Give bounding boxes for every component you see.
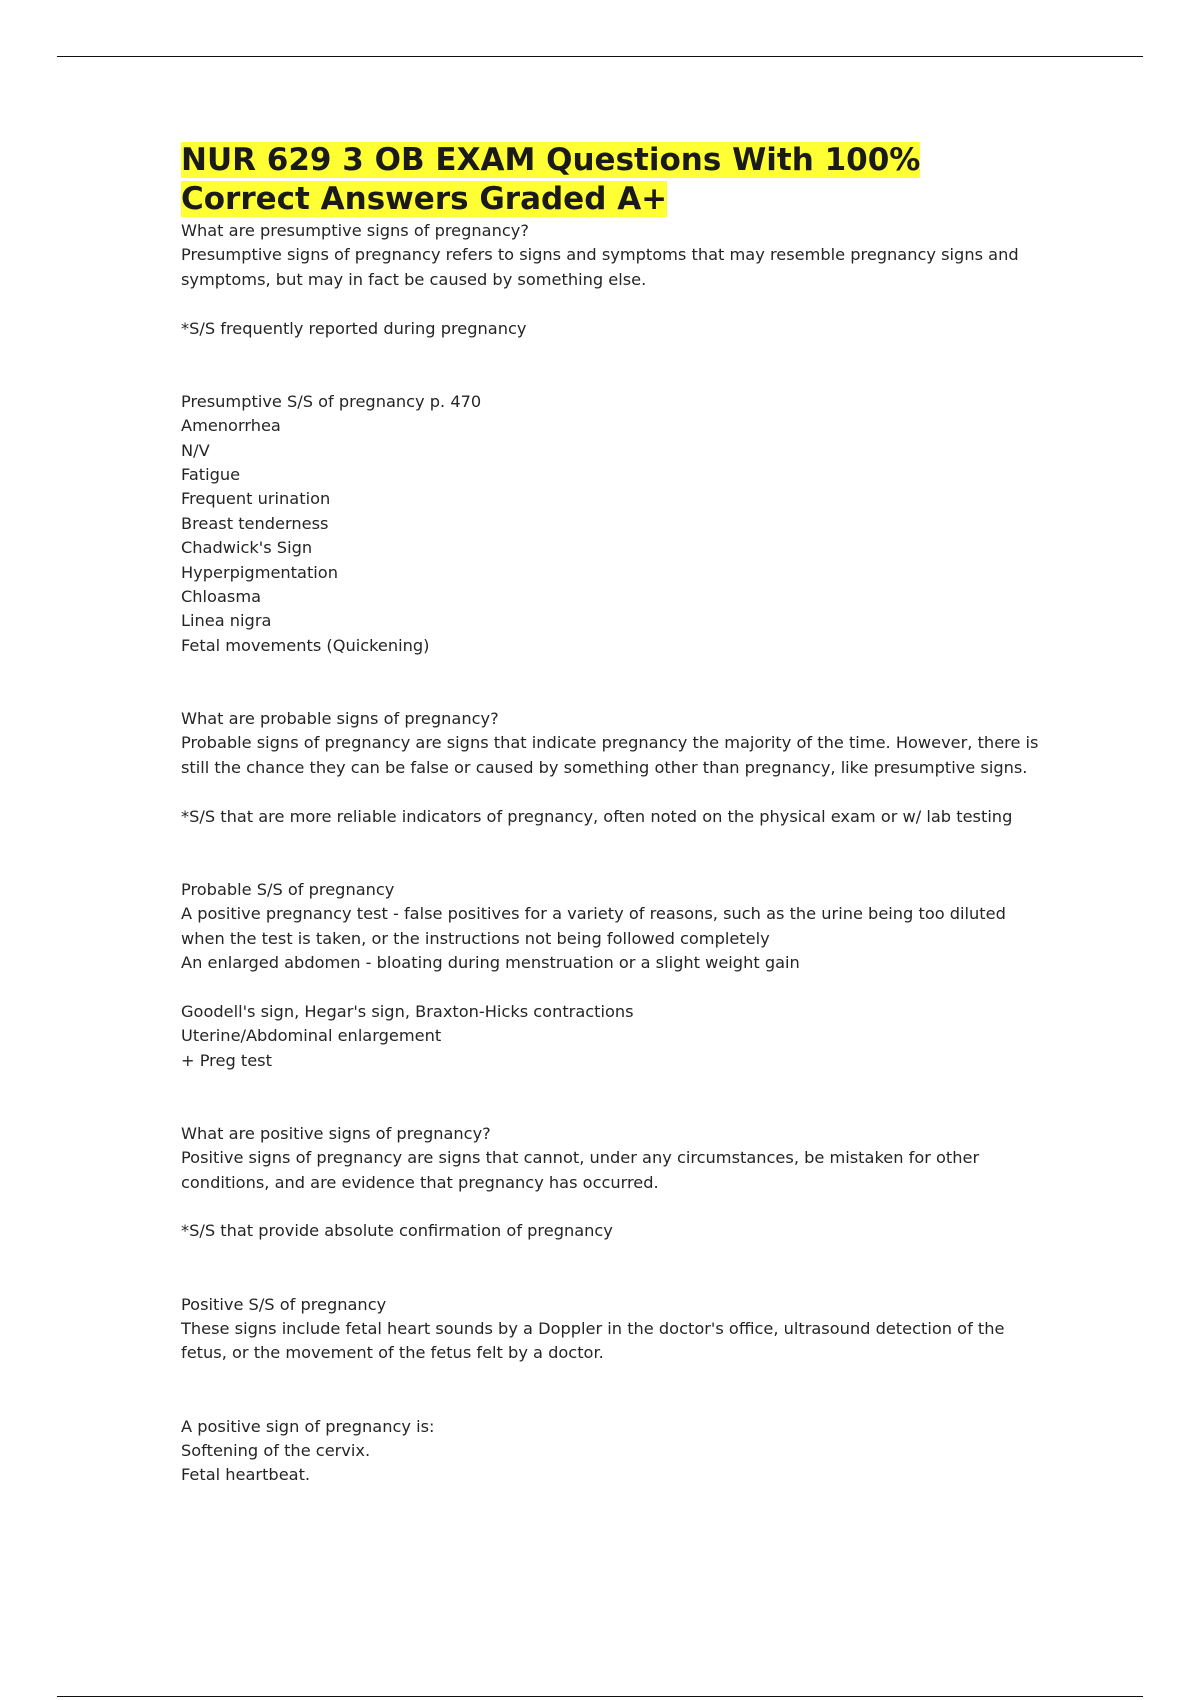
- quiz-option: Softening of the cervix.: [181, 1441, 371, 1461]
- list-item: Breast tenderness: [181, 513, 329, 533]
- list-heading-probable: Probable S/S of pregnancy: [181, 879, 395, 899]
- list-item: Fetal movements (Quickening): [181, 635, 430, 655]
- list-item: Frequent urination: [181, 489, 331, 509]
- note-presumptive: *S/S frequently reported during pregnancy: [181, 318, 527, 338]
- blank-line: [181, 292, 1041, 316]
- list-item: N/V: [181, 440, 210, 460]
- blank-line: [181, 853, 1041, 877]
- question-probable: What are probable signs of pregnancy?: [181, 709, 499, 729]
- list-item: Hyperpigmentation: [181, 562, 338, 582]
- answer-probable: Probable signs of pregnancy are signs that indicate pregnancy the majority of the time. However, there is still the chance they can be false or caused by something other than pregnancy, like presumptive signs.: [181, 733, 1044, 777]
- document-title: [181, 141, 1041, 219]
- detail-positive: These signs include fetal heart sounds by a Doppler in the doctor's office, ultrasound detection of the fetus, or the movement of the fetus felt by a doctor.: [181, 1319, 1010, 1363]
- blank-line: [181, 1195, 1041, 1219]
- quiz-option: Fetal heartbeat.: [181, 1465, 311, 1485]
- top-rule: [57, 56, 1143, 57]
- blank-line: [181, 1366, 1041, 1390]
- list-item: + Preg test: [181, 1050, 272, 1070]
- blank-line: [181, 683, 1041, 707]
- blank-line: [181, 1390, 1041, 1414]
- note-probable: *S/S that are more reliable indicators of pregnancy, often noted on the physical exam or w/ lab testing: [181, 806, 1013, 826]
- list-item: Linea nigra: [181, 611, 272, 631]
- title-highlight: NUR 629 3 OB EXAM Questions With 100% Correct Answers Graded A+: [181, 142, 921, 217]
- quiz-question: A positive sign of pregnancy is:: [181, 1416, 435, 1436]
- list-item: Chloasma: [181, 587, 262, 607]
- list-heading-positive: Positive S/S of pregnancy: [181, 1294, 387, 1314]
- blank-line: [181, 975, 1041, 999]
- list-item: Goodell's sign, Hegar's sign, Braxton-Hicks contractions: [181, 1001, 634, 1021]
- document-body: [181, 141, 1044, 1488]
- list-item: Amenorrhea: [181, 416, 281, 436]
- detail-probable-abdomen: An enlarged abdomen - bloating during menstruation or a slight weight gain: [181, 953, 800, 973]
- question-presumptive: What are presumptive signs of pregnancy?: [181, 221, 529, 240]
- blank-line: [181, 780, 1041, 804]
- answer-presumptive: Presumptive signs of pregnancy refers to signs and symptoms that may resemble pregnancy signs and symptoms, but may in fact be caused by something else.: [181, 245, 1024, 289]
- blank-line: [181, 829, 1041, 853]
- blank-line: [181, 365, 1041, 389]
- bottom-rule: [57, 1696, 1143, 1697]
- blank-line: [181, 1244, 1041, 1268]
- blank-line: [181, 1097, 1041, 1121]
- answer-positive: Positive signs of pregnancy are signs that cannot, under any circumstances, be mistaken for other conditions, and are evidence that pregnancy has occurred.: [181, 1148, 985, 1192]
- list-heading-presumptive: Presumptive S/S of pregnancy p. 470: [181, 391, 482, 411]
- blank-line: [181, 1268, 1041, 1292]
- blank-line: [181, 341, 1041, 365]
- blank-line: [181, 1073, 1041, 1097]
- list-item: Fatigue: [181, 465, 241, 485]
- detail-probable-test: A positive pregnancy test - false positives for a variety of reasons, such as the urine being too diluted when the test is taken, or the instructions not being followed completely: [181, 904, 1012, 948]
- question-positive: What are positive signs of pregnancy?: [181, 1123, 491, 1143]
- blank-line: [181, 658, 1041, 682]
- note-positive: *S/S that provide absolute confirmation of pregnancy: [181, 1221, 613, 1241]
- list-item: Uterine/Abdominal enlargement: [181, 1026, 442, 1046]
- list-item: Chadwick's Sign: [181, 538, 313, 558]
